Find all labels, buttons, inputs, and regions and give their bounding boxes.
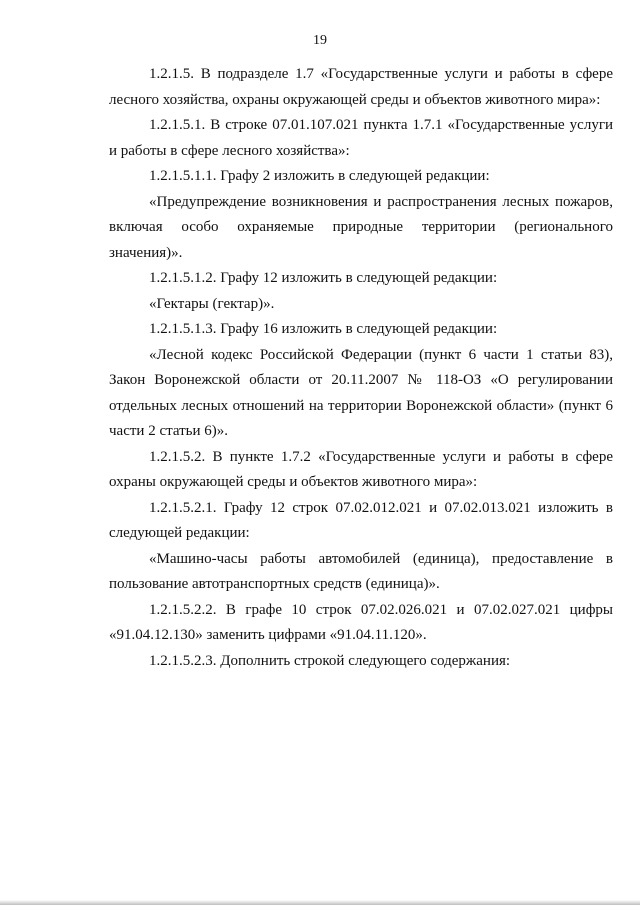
paragraph-1-2-1-5-2: 1.2.1.5.2. В пункте 1.7.2 «Государственные услуги и работы в сфере охраны окружающей среды и объектов животного мира»:: [109, 448, 613, 490]
paragraph-1-2-1-5-2-3: 1.2.1.5.2.3. Дополнить строкой следующего содержания:: [149, 652, 511, 669]
quote-machine-hours-text: «Машино-часы работы автомобилей (единица), предоставление в пользование автотранспортных средств (единица)».: [109, 550, 613, 592]
document-body: [109, 62, 613, 674]
paragraph-1-2-1-5-1: 1.2.1.5.1. В строке 07.01.107.021 пункта 1.7.1 «Государственные услуги и работы в сфере лесного хозяйства»:: [109, 117, 613, 159]
quote-column-16-text: «Лесной кодекс Российской Федерации (пункт 6 части 1 статьи 83), Закон Воронежской области от 20.11.2007 № 118-ОЗ «О регулировании отдельных лесных отношений на территории Воронежской области» (пункт 6 части 2 статьи 6)».: [109, 346, 613, 439]
paragraph-1-2-1-5-2-2: 1.2.1.5.2.2. В графе 10 строк 07.02.026.021 и 07.02.027.021 цифры «91.04.12.130» заменить цифрами «91.04.11.120».: [109, 601, 613, 643]
scan-bottom-edge: [0, 900, 640, 905]
paragraph-1-2-1-5-1-1: 1.2.1.5.1.1. Графу 2 изложить в следующей редакции:: [149, 168, 490, 184]
quote-column-12-text: «Гектары (гектар)».: [149, 295, 275, 312]
paragraph-1-2-1-5-1-2: 1.2.1.5.1.2. Графу 12 изложить в следующей редакции:: [149, 270, 498, 286]
paragraph-1-2-1-5: 1.2.1.5. В подразделе 1.7 «Государственные услуги и работы в сфере лесного хозяйства, охраны окружающей среды и объектов животного мира»:: [109, 66, 613, 108]
quote-column-2-text: «Предупреждение возникновения и распространения лесных пожаров, включая особо охраняемые природные территории (регионального значения)».: [109, 193, 613, 261]
page-number: 19: [313, 33, 327, 48]
paragraph-1-2-1-5-1-3: 1.2.1.5.1.3. Графу 16 изложить в следующей редакции:: [149, 321, 498, 337]
paragraph-1-2-1-5-2-1: 1.2.1.5.2.1. Графу 12 строк 07.02.012.021 и 07.02.013.021 изложить в следующей редакции:: [109, 499, 613, 541]
